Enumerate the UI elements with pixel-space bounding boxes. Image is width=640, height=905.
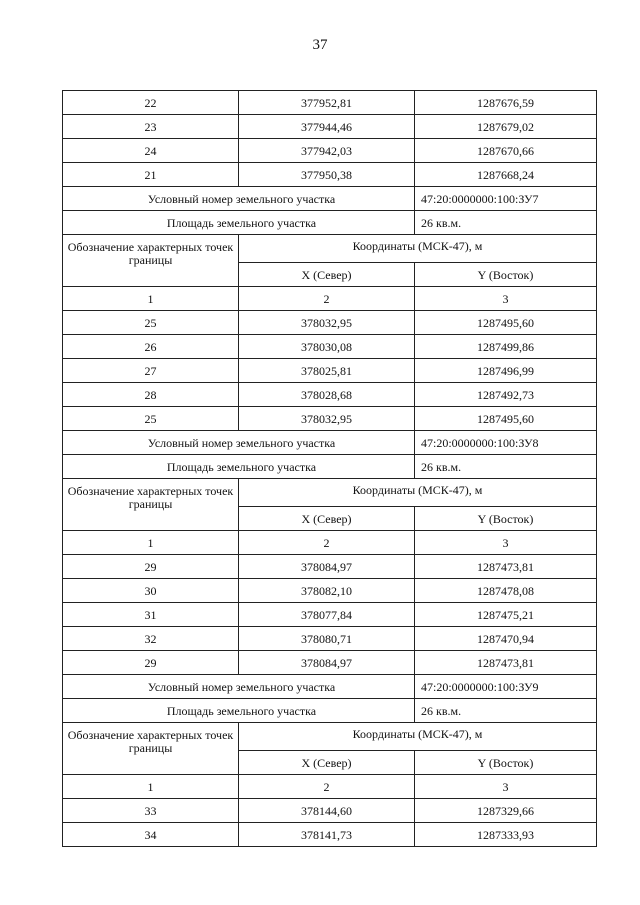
y-cell: 1287495,60	[415, 407, 597, 431]
x-cell: 378028,68	[239, 383, 415, 407]
point-designation-header: Обозначение характерных точек границы	[63, 723, 239, 775]
parcel-number-label: Условный номер земельного участка	[63, 675, 415, 699]
table-row	[63, 311, 597, 335]
column-number: 3	[415, 531, 597, 555]
table-row	[63, 115, 597, 139]
point-designation-header: Обозначение характерных точек границы	[63, 235, 239, 287]
point-cell: 23	[63, 115, 239, 139]
x-cell: 378141,73	[239, 823, 415, 847]
x-cell: 377942,03	[239, 139, 415, 163]
point-cell: 27	[63, 359, 239, 383]
table-row	[63, 407, 597, 431]
y-cell: 1287679,02	[415, 115, 597, 139]
y-cell: 1287668,24	[415, 163, 597, 187]
y-cell: 1287333,93	[415, 823, 597, 847]
point-cell: 28	[63, 383, 239, 407]
x-cell: 378080,71	[239, 627, 415, 651]
x-cell: 378030,08	[239, 335, 415, 359]
x-cell: 378082,10	[239, 579, 415, 603]
table-row	[63, 627, 597, 651]
y-cell: 1287473,81	[415, 651, 597, 675]
parcel-number-label: Условный номер земельного участка	[63, 187, 415, 211]
table-row	[63, 603, 597, 627]
x-cell: 377944,46	[239, 115, 415, 139]
column-number-row	[63, 531, 597, 555]
table-row	[63, 139, 597, 163]
point-cell: 34	[63, 823, 239, 847]
parcel-number-row	[63, 187, 597, 211]
y-east-header: Y (Восток)	[415, 263, 597, 287]
table-row	[63, 359, 597, 383]
column-number: 3	[415, 775, 597, 799]
table-row	[63, 383, 597, 407]
x-cell: 378084,97	[239, 651, 415, 675]
y-east-header: Y (Восток)	[415, 507, 597, 531]
y-east-header: Y (Восток)	[415, 751, 597, 775]
coordinates-header: Координаты (МСК-47), м	[239, 235, 597, 263]
table-row	[63, 579, 597, 603]
point-cell: 31	[63, 603, 239, 627]
y-cell: 1287676,59	[415, 91, 597, 115]
table-row	[63, 823, 597, 847]
y-cell: 1287478,08	[415, 579, 597, 603]
y-cell: 1287329,66	[415, 799, 597, 823]
point-cell: 26	[63, 335, 239, 359]
y-cell: 1287470,94	[415, 627, 597, 651]
y-cell: 1287475,21	[415, 603, 597, 627]
x-cell: 377952,81	[239, 91, 415, 115]
coordinates-header-row	[63, 723, 597, 751]
parcel-number-label: Условный номер земельного участка	[63, 431, 415, 455]
point-cell: 29	[63, 555, 239, 579]
x-cell: 378032,95	[239, 311, 415, 335]
y-cell: 1287499,86	[415, 335, 597, 359]
parcel-area-row	[63, 211, 597, 235]
point-cell: 21	[63, 163, 239, 187]
y-cell: 1287495,60	[415, 311, 597, 335]
point-cell: 30	[63, 579, 239, 603]
coordinates-header: Координаты (МСК-47), м	[239, 479, 597, 507]
parcel-number-row	[63, 431, 597, 455]
coordinates-header-row	[63, 235, 597, 263]
y-cell: 1287473,81	[415, 555, 597, 579]
column-number: 1	[63, 531, 239, 555]
coordinates-header: Координаты (МСК-47), м	[239, 723, 597, 751]
parcel-area-row	[63, 699, 597, 723]
table-row	[63, 91, 597, 115]
page-number: 37	[312, 37, 328, 53]
point-cell: 25	[63, 407, 239, 431]
y-cell: 1287492,73	[415, 383, 597, 407]
x-cell: 378032,95	[239, 407, 415, 431]
column-number-row	[63, 287, 597, 311]
parcel-number-row	[63, 675, 597, 699]
parcel-number-value: 47:20:0000000:100:ЗУ9	[415, 675, 597, 699]
point-cell: 29	[63, 651, 239, 675]
point-cell: 33	[63, 799, 239, 823]
table-row	[63, 163, 597, 187]
parcel-area-value: 26 кв.м.	[415, 211, 597, 235]
point-cell: 24	[63, 139, 239, 163]
parcel-area-value: 26 кв.м.	[415, 455, 597, 479]
parcel-number-value: 47:20:0000000:100:ЗУ7	[415, 187, 597, 211]
point-cell: 32	[63, 627, 239, 651]
x-cell: 378144,60	[239, 799, 415, 823]
column-number: 3	[415, 287, 597, 311]
column-number: 2	[239, 775, 415, 799]
point-cell: 22	[63, 91, 239, 115]
y-cell: 1287670,66	[415, 139, 597, 163]
point-designation-header: Обозначение характерных точек границы	[63, 479, 239, 531]
parcel-number-value: 47:20:0000000:100:ЗУ8	[415, 431, 597, 455]
x-north-header: X (Север)	[239, 751, 415, 775]
x-cell: 378077,84	[239, 603, 415, 627]
point-cell: 25	[63, 311, 239, 335]
x-north-header: X (Север)	[239, 263, 415, 287]
parcel-area-value: 26 кв.м.	[415, 699, 597, 723]
parcel-area-label: Площадь земельного участка	[63, 455, 415, 479]
y-cell: 1287496,99	[415, 359, 597, 383]
column-number: 2	[239, 287, 415, 311]
table-row	[63, 799, 597, 823]
x-cell: 378025,81	[239, 359, 415, 383]
column-number: 1	[63, 775, 239, 799]
parcel-area-label: Площадь земельного участка	[63, 211, 415, 235]
parcel-area-label: Площадь земельного участка	[63, 699, 415, 723]
x-cell: 377950,38	[239, 163, 415, 187]
column-number: 1	[63, 287, 239, 311]
parcel-area-row	[63, 455, 597, 479]
coordinates-header-row	[63, 479, 597, 507]
column-number-row	[63, 775, 597, 799]
coordinates-table	[62, 90, 597, 847]
x-cell: 378084,97	[239, 555, 415, 579]
table-row	[63, 335, 597, 359]
table-row	[63, 555, 597, 579]
table-row	[63, 651, 597, 675]
column-number: 2	[239, 531, 415, 555]
x-north-header: X (Север)	[239, 507, 415, 531]
